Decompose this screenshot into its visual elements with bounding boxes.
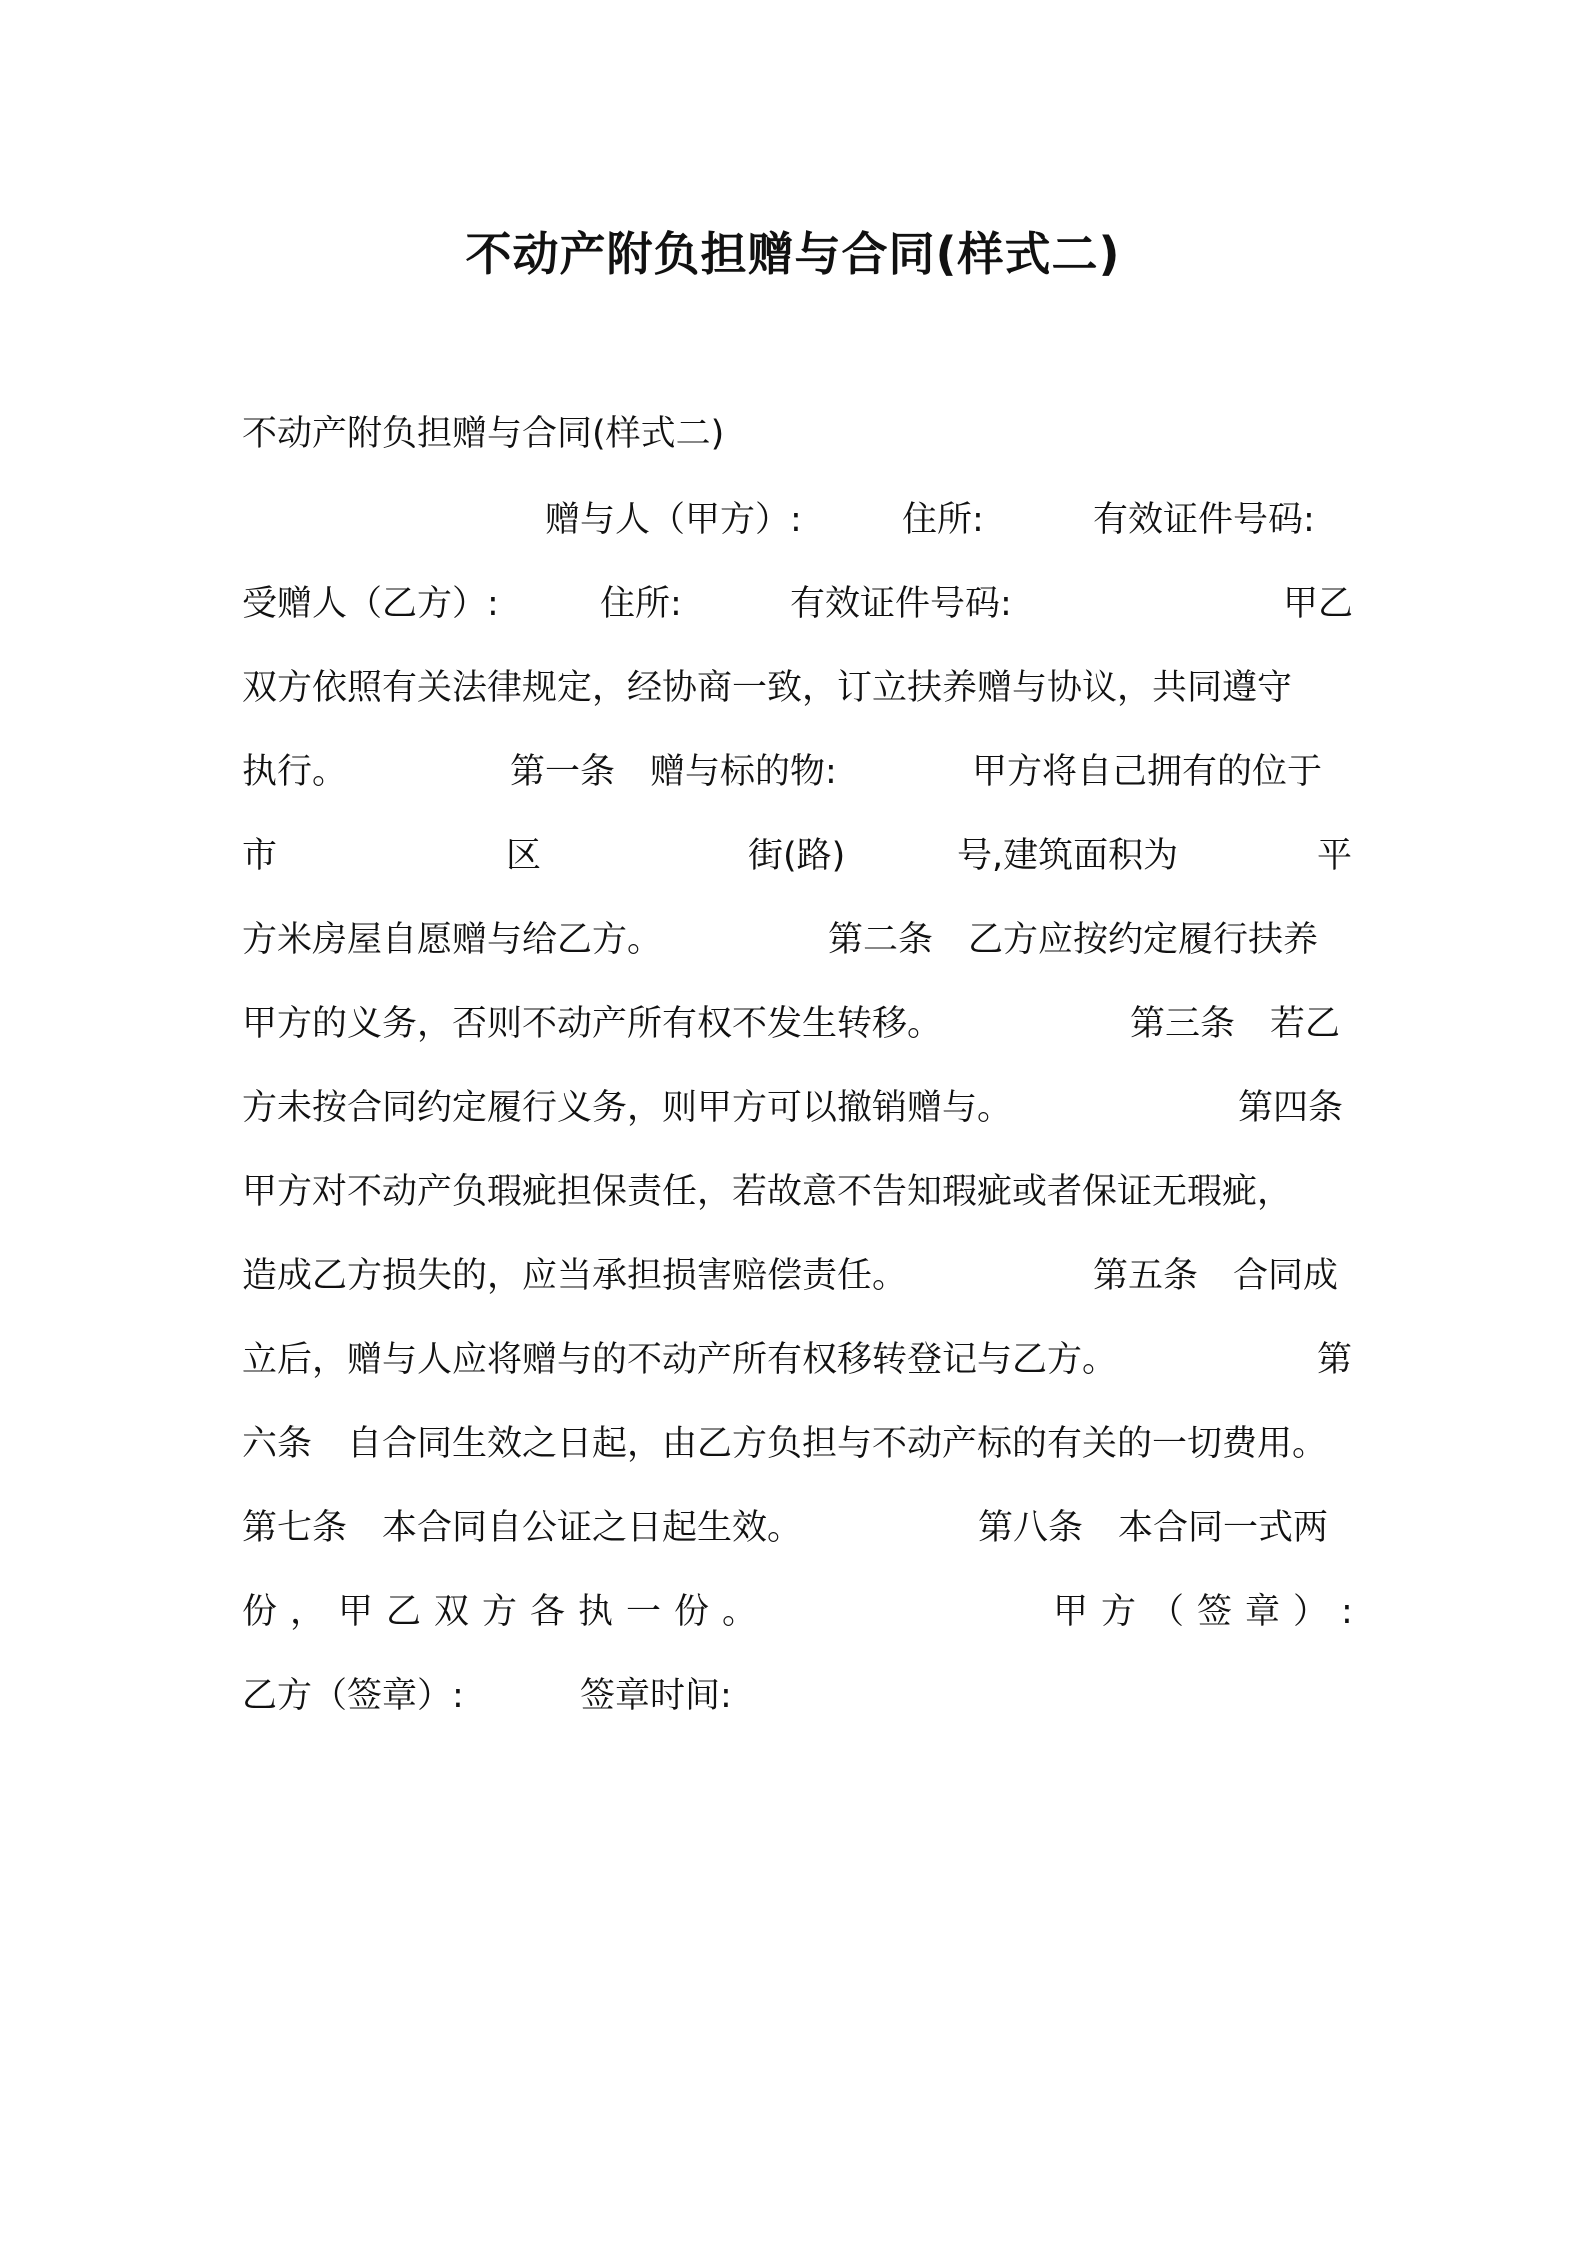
donor-address-label: 住所: <box>902 500 984 540</box>
donor-label: 赠与人（甲方）: <box>545 500 802 540</box>
donee-id-label: 有效证件号码: <box>790 584 1012 624</box>
article-6-heading: 第 <box>1317 1340 1353 1380</box>
document-title: 不动产附负担赠与合同(样式二) <box>465 227 1121 281</box>
article-7-heading: 第七条 本合同自公证之日起生效。 <box>242 1508 803 1548</box>
body-text-line: 甲方对不动产负瑕疵担保责任，若故意不告知瑕疵或者保证无瑕疵， <box>242 1172 1293 1212</box>
article-3-heading: 第三条 若乙 <box>1130 1004 1341 1044</box>
donee-address-label: 住所: <box>600 584 682 624</box>
body-text-segment: 甲乙 <box>1283 584 1354 624</box>
body-text-segment: 执行。 <box>242 752 348 792</box>
body-text-segment: 方米房屋自愿赠与给乙方。 <box>242 920 663 960</box>
article-5-heading: 第五条 合同成 <box>1093 1256 1339 1296</box>
article-2-heading: 第二条 乙方应按约定履行扶养 <box>828 920 1319 960</box>
body-text-segment: 造成乙方损失的，应当承担损害赔偿责任。 <box>242 1256 908 1296</box>
body-text-segment: 立后，赠与人应将赠与的不动产所有权移转登记与乙方。 <box>242 1340 1118 1380</box>
article-4-heading: 第四条 <box>1238 1088 1344 1128</box>
body-text-line: 双方依照有关法律规定，经协商一致，订立扶养赠与协议，共同遵守 <box>242 668 1293 708</box>
body-text-segment: 份，甲乙双方各执一份。 <box>242 1592 771 1632</box>
body-text-segment: 方未按合同约定履行义务，则甲方可以撤销赠与。 <box>242 1088 1013 1128</box>
donee-label: 受赠人（乙方）: <box>242 584 499 624</box>
body-text-segment: 号,建筑面积为 <box>957 836 1179 876</box>
document-subtitle: 不动产附负担赠与合同(样式二) <box>242 414 725 454</box>
article-1-heading: 第一条 赠与标的物: <box>510 752 837 792</box>
party-b-signature-label: 乙方（签章）: <box>242 1676 464 1716</box>
body-text-segment: 街(路) <box>748 836 846 876</box>
body-text-segment: 平 <box>1317 836 1353 876</box>
party-a-signature-label: 甲方（签章）: <box>1053 1592 1366 1632</box>
body-text-segment: 区 <box>506 836 542 876</box>
body-text-segment: 甲方的义务，否则不动产所有权不发生转移。 <box>242 1004 943 1044</box>
donor-id-label: 有效证件号码: <box>1093 500 1315 540</box>
body-text-segment: 甲方将自己拥有的位于 <box>972 752 1323 792</box>
signing-date-label: 签章时间: <box>580 1676 732 1716</box>
article-8-heading: 第八条 本合同一式两 <box>978 1508 1329 1548</box>
body-text-line: 六条 自合同生效之日起，由乙方负担与不动产标的有关的一切费用。 <box>242 1424 1328 1464</box>
body-text-segment: 市 <box>242 836 278 876</box>
